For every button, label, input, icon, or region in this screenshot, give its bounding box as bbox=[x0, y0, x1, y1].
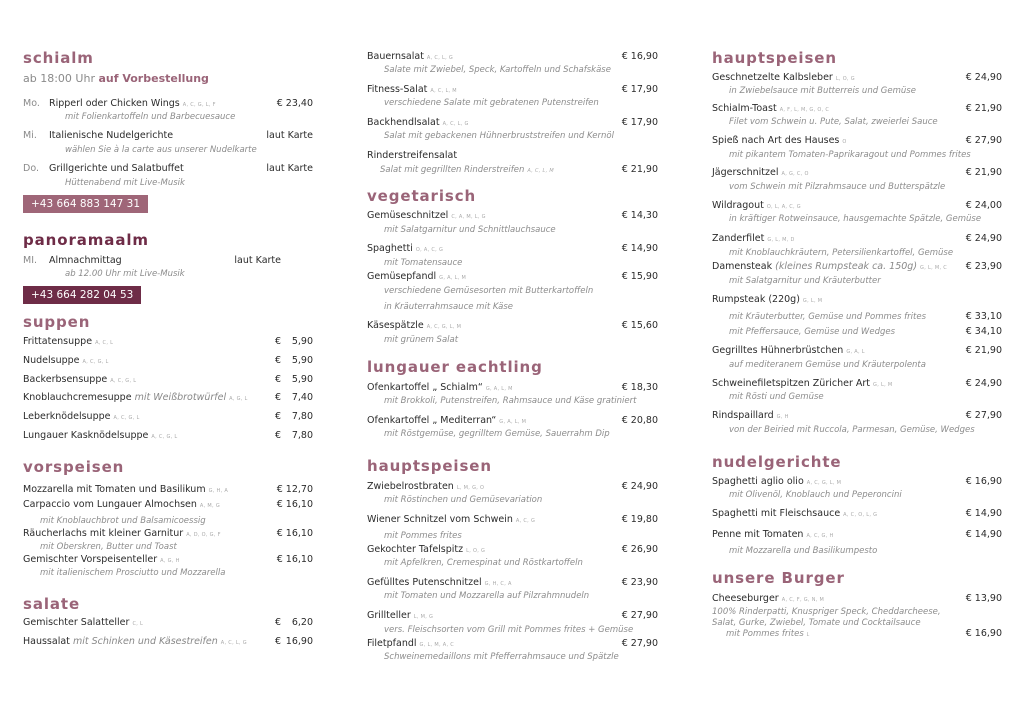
item-description: wählen Sie à la carte aus unserer Nudelkarte bbox=[65, 145, 257, 155]
menu-item: Rumpsteak (220g) G, L, M bbox=[712, 294, 823, 305]
item-description: von der Beiried mit Ruccola, Parmesan, Gemüse, Wedges bbox=[729, 425, 975, 435]
menu-item: Backerbsensuppe A, C, G, L € 5,90 bbox=[23, 374, 313, 385]
section-title-hauptspeisen-2: hauptspeisen bbox=[712, 49, 837, 67]
item-description: in kräftiger Rotweinsauce, hausgemachte Spätzle, Gemüse bbox=[729, 214, 982, 224]
menu-item: Gemüseschnitzel C, A, M, L, G € 14,30 bbox=[367, 210, 658, 221]
item-description: verschiedene Salate mit gebratenen Putenstreifen bbox=[384, 98, 599, 108]
section-title-unsere-burger: unsere Burger bbox=[712, 569, 845, 587]
menu-item: Gegrilltes Hühnerbrüstchen G, A, L € 21,90 bbox=[712, 345, 1002, 356]
menu-item: Knoblauchcremesuppe mit Weißbrotwürfel A, G, L € 7,40 bbox=[23, 392, 313, 403]
item-description: in Zwiebelsauce mit Butterreis und Gemüse bbox=[729, 86, 916, 96]
menu-item: Damensteak (kleines Rumpsteak ca. 150g) G, L, M, C € 23,90 bbox=[712, 261, 1002, 272]
menu-item: Haussalat mit Schinken und Käsestreifen A, C, L, G € 16,90 bbox=[23, 636, 313, 647]
item-description: Schweinemedaillons mit Pfefferrahmsauce und Spätzle bbox=[384, 652, 619, 662]
item-description: mit Tomaten und Mozzarella auf Pilzrahmnudeln bbox=[384, 591, 590, 601]
item-description: mit Rösti und Gemüse bbox=[729, 392, 824, 402]
menu-item: Geschnetzelte Kalbsleber L, O, G € 24,90 bbox=[712, 72, 1002, 83]
menu-item: Backhendlsalat A, C, L, G € 17,90 bbox=[367, 117, 658, 128]
menu-item: Gemüsepfandl G, A, L, M € 15,90 bbox=[367, 271, 658, 282]
section-title-suppen: suppen bbox=[23, 313, 91, 331]
menu-item: Käsespätzle A, C, G, L, M € 15,60 bbox=[367, 320, 658, 331]
menu-item: Jägerschnitzel A, G, C, O € 21,90 bbox=[712, 167, 1002, 178]
menu-item: Penne mit Tomaten A, C, G, H € 14,90 bbox=[712, 529, 1002, 540]
item-description: verschiedene Gemüsesorten mit Butterkartoffeln bbox=[384, 286, 594, 296]
menu-item: Räucherlachs mit kleiner Garnitur A, D, O, G, F € 16,10 bbox=[23, 528, 313, 539]
menu-item-option: mit Kräuterbutter, Gemüse und Pommes frites € 33,10 bbox=[729, 311, 1002, 322]
item-description: mit Knoblauchkräutern, Petersilienkartoffel, Gemüse bbox=[729, 248, 954, 258]
menu-item: Rindspaillard G, H € 27,90 bbox=[712, 410, 1002, 421]
item-description: mit Salatgarnitur und Kräuterbutter bbox=[729, 276, 881, 286]
menu-item: Leberknödelsuppe A, C, G, L € 7,80 bbox=[23, 411, 313, 422]
menu-item: Ofenkartoffel „ Schialm“ G, A, L, M € 18,30 bbox=[367, 382, 658, 393]
item-description: mit Oberskren, Butter und Toast bbox=[40, 542, 177, 552]
menu-item: Schweinefiletspitzen Züricher Art G, L, M € 24,90 bbox=[712, 378, 1002, 389]
item-description: mit Knoblauchbrot und Balsamicoessig bbox=[40, 516, 206, 526]
item-description: mit Röstinchen und Gemüsevariation bbox=[384, 495, 543, 505]
menu-item: Frittatensuppe A, C, L € 5,90 bbox=[23, 336, 313, 347]
menu-item: Gemischter Salatteller C, L € 6,20 bbox=[23, 617, 313, 628]
item-description: auf mediteranem Gemüse und Kräuterpolenta bbox=[729, 360, 926, 370]
item-description: mit Brokkoli, Putenstreifen, Rahmsauce und Käse gratiniert bbox=[384, 396, 637, 406]
item-description: mit Folienkartoffeln und Barbecuesauce bbox=[65, 112, 236, 122]
item-description: mit pikantem Tomaten-Paprikaragout und Pommes frites bbox=[729, 150, 971, 160]
menu-item: Wildragout O, L, A, C, G € 24,00 bbox=[712, 200, 1002, 211]
menu-item: Spaghetti mit Fleischsauce A, C, O, L, G € 14,90 bbox=[712, 508, 1002, 519]
menu-item: Gekochter Tafelspitz L, O, G € 26,90 bbox=[367, 544, 658, 555]
menu-item-desc-row: Salat mit gegrillten Rinderstreifen A, C, L, M € 21,90 bbox=[380, 164, 658, 175]
section-title-panoramaalm: panoramaalm bbox=[23, 231, 149, 249]
menu-item: Spieß nach Art des Hauses O € 27,90 bbox=[712, 135, 1002, 146]
section-title-schialm: schialm bbox=[23, 49, 94, 67]
schialm-subtitle: ab 18:00 Uhr auf Vorbestellung bbox=[23, 72, 209, 85]
menu-item: Gemischter Vorspeisenteller A, G, H € 16,10 bbox=[23, 554, 313, 565]
menu-item: MI. Almnachmittag laut Karte bbox=[23, 255, 281, 266]
item-description: mit Röstgemüse, gegrilltem Gemüse, Sauerrahm Dip bbox=[384, 429, 610, 439]
menu-item: Spaghetti aglio olio A, C, G, L, M € 16,90 bbox=[712, 476, 1002, 487]
menu-item: Lungauer Kasknödelsuppe A, C, G, L € 7,80 bbox=[23, 430, 313, 441]
menu-item: Rinderstreifensalat bbox=[367, 150, 458, 161]
item-description: mit Salatgarnitur und Schnittlauchsauce bbox=[384, 225, 556, 235]
item-description: mit Pommes frites bbox=[384, 531, 462, 541]
menu-item: Cheeseburger A, C, F, G, N, M € 13,90 bbox=[712, 593, 1002, 604]
item-description: mit italienischem Prosciutto und Mozzarella bbox=[40, 568, 226, 578]
menu-item: Carpaccio vom Lungauer Almochsen A, M, G € 16,10 bbox=[23, 499, 313, 510]
item-description: vom Schwein mit Pilzrahmsauce und Butterspätzle bbox=[729, 182, 946, 192]
item-description: Salat mit gebackenen Hühnerbruststreifen und Kernöl bbox=[384, 131, 614, 141]
menu-item: Wiener Schnitzel vom Schwein A, C, G € 19,80 bbox=[367, 514, 658, 525]
menu-item-option: mit Pommes frites L € 16,90 bbox=[726, 628, 1002, 639]
menu-item: Do. Grillgerichte und Salatbuffet laut Karte bbox=[23, 163, 313, 174]
menu-item: Zwiebelrostbraten L, M, G, O € 24,90 bbox=[367, 481, 658, 492]
menu-item: Filetpfandl G, L, M, A, C € 27,90 bbox=[367, 638, 658, 649]
item-description: mit Mozzarella und Basilikumpesto bbox=[729, 546, 878, 556]
menu-item: Grillteller L, M, G € 27,90 bbox=[367, 610, 658, 621]
menu-item: Mi. Italienische Nudelgerichte laut Karte bbox=[23, 130, 313, 141]
menu-item-option: mit Pfeffersauce, Gemüse und Wedges € 34,10 bbox=[729, 326, 1002, 337]
section-title-vorspeisen: vorspeisen bbox=[23, 458, 125, 476]
section-title-lungauer-eachtling: lungauer eachtling bbox=[367, 358, 543, 376]
section-title-vegetarisch: vegetarisch bbox=[367, 187, 477, 205]
item-description: Hüttenabend mit Live-Musik bbox=[65, 178, 185, 188]
item-description: Salat, Gurke, Zwiebel, Tomate und Cocktailsauce bbox=[712, 618, 921, 628]
menu-item: Mo. Ripperl oder Chicken Wings A, C, G, L, F € 23,40 bbox=[23, 98, 313, 109]
section-title-salate: salate bbox=[23, 595, 81, 613]
item-description: mit Tomatensauce bbox=[384, 258, 463, 268]
item-description: ab 12.00 Uhr mit Live-Musik bbox=[65, 269, 185, 279]
item-description: Salate mit Zwiebel, Speck, Kartoffeln und Schafskäse bbox=[384, 65, 611, 75]
item-description: mit Olivenöl, Knoblauch und Peperoncini bbox=[729, 490, 902, 500]
item-description: mit grünem Salat bbox=[384, 335, 459, 345]
item-description: mit Apfelkren, Cremespinat und Röstkartoffeln bbox=[384, 558, 583, 568]
item-description: vers. Fleischsorten vom Grill mit Pommes frites + Gemüse bbox=[384, 625, 634, 635]
item-description: 100% Rinderpatti, Knuspriger Speck, Cheddarcheese, bbox=[712, 607, 941, 617]
item-description: in Kräuterrahmsauce mit Käse bbox=[384, 302, 513, 312]
item-description: Filet vom Schwein u. Pute, Salat, zweierlei Sauce bbox=[729, 117, 938, 127]
menu-item: Schialm-Toast A, F, L, M, G, O, C € 21,90 bbox=[712, 103, 1002, 114]
menu-item: Gefülltes Putenschnitzel G, H, C, A € 23,90 bbox=[367, 577, 658, 588]
phone-button-panoramaalm[interactable]: +43 664 282 04 53 bbox=[23, 286, 141, 304]
section-title-nudelgerichte: nudelgerichte bbox=[712, 453, 842, 471]
menu-item: Bauernsalat A, C, L, G € 16,90 bbox=[367, 51, 658, 62]
phone-button-schialm[interactable]: +43 664 883 147 31 bbox=[23, 195, 148, 213]
menu-item: Ofenkartoffel „ Mediterran“ G, A, L, M € 20,80 bbox=[367, 415, 658, 426]
menu-item: Mozzarella mit Tomaten und Basilikum G, H, A € 12,70 bbox=[23, 484, 313, 495]
menu-item: Zanderfilet G, L, M, D € 24,90 bbox=[712, 233, 1002, 244]
section-title-hauptspeisen: hauptspeisen bbox=[367, 457, 492, 475]
menu-item: Spaghetti O, A, C, G € 14,90 bbox=[367, 243, 658, 254]
menu-item: Nudelsuppe A, C, G, L € 5,90 bbox=[23, 355, 313, 366]
menu-item: Fitness-Salat A, C, L, M € 17,90 bbox=[367, 84, 658, 95]
